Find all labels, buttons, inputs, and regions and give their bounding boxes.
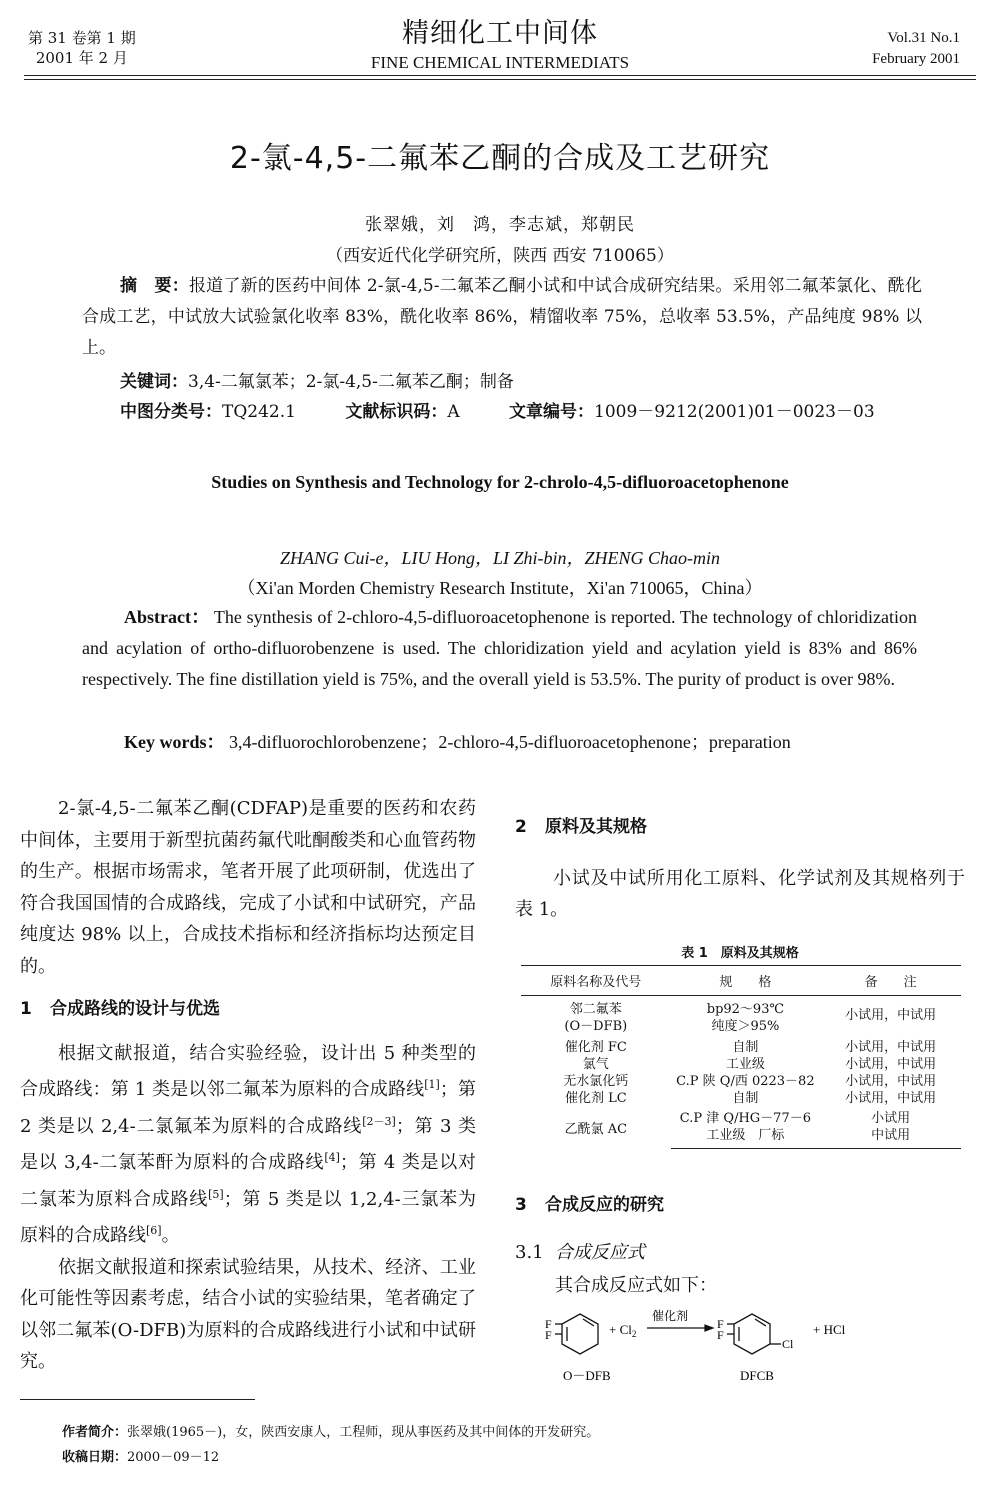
routes-text-3: ；第 3 类是以 3,4-二氯苯酐为原料的合成路线 [20,1115,476,1173]
routes-text-6: 。 [161,1225,180,1246]
footnote [62,1420,599,1470]
citation-5[interactable]: [5] [208,1187,224,1201]
table-cell: 催化剂 LC [564,1091,627,1106]
authors-en: ZHANG Cui-e，LIU Hong，LI Zhi-bin，ZHENG Chao-min [279,548,721,568]
keywords-en-text: 3,4-difluorochlorobenzene；2-chloro-4,5-difluoroacetophenone；preparation [229,732,791,752]
section-3-block [515,1191,965,1267]
date-cn: 2001 年 2 月 [35,49,128,67]
plus-hcl: + HCl [813,1322,846,1337]
date-en: February 2001 [872,51,960,67]
journal-name-en: FINE CHEMICAL INTERMEDIATS [370,53,630,72]
abstract-cn [82,271,922,364]
decision-paragraph: 依据文献报道和探索试验结果，从技术、经济、工业化可能性等因素考虑，结合小试的实验结果，笔者确定了以邻二氟苯(O-DFB)为原料的合成路线进行小试和中试研究。 [20,1256,476,1372]
issue-info-en [872,28,960,70]
plus-chlorine-text: + Cl [609,1322,632,1337]
reaction-arrow [647,1325,713,1331]
section-2-heading [515,812,965,843]
table-row [521,996,961,1019]
routes-text-4: ；第 4 类是以对二氯苯为原料合成路线 [20,1152,476,1210]
fluorine-label: F [717,1317,724,1331]
table-cell: 自制 [732,1091,759,1106]
abstract-cn-label: 摘 要： [120,276,189,296]
reaction-scheme [545,1300,925,1385]
table-cell: 氯气 [582,1057,609,1072]
table-row [521,1056,961,1073]
table-cell: 小试用，中试用 [845,1074,937,1089]
catalyst-label: 催化剂 [652,1309,689,1323]
article-number-label: 文章编号： [509,402,595,422]
abstract-en-text: The synthesis of 2-chloro-4,5-difluoroacetophenone is reported. The technology of chloridization and acylation of ortho-difluorobenzene is used. The chloridization yield and acylation yield is 83% and 86% respectively. The fine distillation yield is 75%, and the overall yield is 53.5%. The purity of product is over 98%. [82,607,917,689]
header-rule-thin [24,79,976,80]
author-bio [62,1420,599,1445]
header-rule [24,75,976,76]
section-3-1-heading [515,1239,965,1267]
abstract-en-label: Abstract： [124,607,210,627]
table-row [521,1090,961,1107]
citation-2-3[interactable]: [2－3] [362,1114,396,1128]
table-cell: C.P 津 Q/HG－77－6 [679,1111,811,1126]
reactant-name: O－DFB [563,1368,611,1383]
journal-name-cn: 精细化工中间体 [402,18,598,49]
body-left-column [20,793,476,1378]
table-cell: (O－DFB) [564,1019,628,1034]
routes-text-1: 根据文献报道，结合实验经验，设计出 5 种类型的合成路线：第 1 类是以邻二氟苯为原料的合成路线 [20,1042,476,1100]
materials-table [521,965,961,1149]
keywords-cn-label: 关键词： [120,372,188,392]
reaction-intro: 其合成反应式如下： [555,1275,717,1296]
plus-chlorine [609,1322,636,1339]
issue-info-cn [28,28,136,68]
section-3-1-title: 合成反应式 [555,1242,645,1263]
table-cell: C.P 陕 Q/西 0223－82 [676,1074,815,1089]
table-caption: 表 1 原料及其规格 [681,946,799,961]
doc-code-value: A [447,402,460,422]
routes-paragraph [20,1038,476,1252]
section-1-number: 1 [20,999,32,1019]
citation-4[interactable]: [4] [324,1151,340,1164]
received-date-label: 收稿日期： [62,1450,128,1465]
table-header-name: 原料名称及代号 [521,966,671,996]
fluorine-label: F [545,1317,552,1331]
table-cell: bp92～93℃ [706,1002,785,1017]
doc-code-label: 文献标识码： [345,402,448,422]
footnote-rule [20,1399,255,1400]
section-2-title: 原料及其规格 [545,817,647,837]
section-1-title: 合成路线的设计与优选 [50,999,220,1019]
routes-text-5: ；第 5 类是以 1,2,4-三氯苯为原料的合成路线 [20,1188,476,1246]
section-2-number: 2 [515,817,527,837]
section-3-title: 合成反应的研究 [545,1195,664,1215]
section-1-heading [20,994,476,1026]
table-cell: 工业级 厂标 [671,1127,821,1149]
fluorine-label: F [717,1328,724,1342]
table-row [521,1073,961,1090]
table-cell: 小试用，中试用 [845,1091,937,1106]
table-header-row [521,966,961,996]
routes-text-2: ；第 2 类是以 2,4-二氯氟苯为原料的合成路线 [20,1079,476,1137]
chlorine-label: Cl [782,1337,794,1351]
paper-title-en: Studies on Synthesis and Technology for 2-chrolo-4,5-difluoroacetophenone [211,472,789,492]
affiliation-cn: （西安近代化学研究所，陕西 西安 710065） [326,246,674,266]
abstract-cn-text: 报道了新的医药中间体 2-氯-4,5-二氟苯乙酮小试和中试合成研究结果。采用邻二氟苯氯化、酰化合成工艺，中试放大试验氯化收率 83%，酰化收率 86%，精馏收率 75%，总收率 53.5%，产品纯度 98% 以上。 [82,276,922,358]
table-cell: 小试用，中试用 [845,1040,937,1055]
intro-paragraph: 2-氯-4,5-二氟苯乙酮(CDFAP)是重要的医药和农药中间体，主要用于新型抗菌药氟代吡酮酸类和心血管药物的生产。根据市场需求，笔者开展了此项研制，优选出了符合我国国情的合成路线，完成了小试和中试研究，产品纯度达 98% 以上，合成技术指标和经济指标均达预定目的。 [20,798,476,977]
author-bio-text: 张翠娥(1965－)，女，陕西安康人，工程师，现从事医药及其中间体的开发研究。 [127,1425,600,1440]
table-cell: 小试用，中试用 [845,1057,937,1072]
table-cell: 中试用 [820,1127,961,1149]
fluorine-label: F [545,1328,552,1342]
table-cell: 小试用 [871,1111,911,1126]
received-date-text: 2000－09－12 [127,1450,220,1465]
table-cell: 工业级 [725,1057,765,1072]
article-number-value: 1009－9212(2001)01－0023－03 [594,402,875,422]
paper-title-cn: 2-氯-4,5-二氟苯乙酮的合成及工艺研究 [229,141,771,176]
table-cell: 催化剂 FC [564,1040,627,1055]
authors-cn: 张翠娥，刘 鸿，李志斌，郑朝民 [365,215,635,235]
product-structure [727,1314,781,1354]
received-date [62,1445,599,1470]
section-3-1-number: 3.1 [515,1242,544,1263]
abstract-en [82,602,917,695]
affiliation-en: （Xi'an Morden Chemistry Research Institute，Xi'an 710065，China） [237,578,763,598]
clc-value: TQ242.1 [222,402,296,422]
table-cell: 乙酰氯 AC [564,1121,628,1137]
table-cell: 小试用，中试用 [845,1008,937,1023]
chlorine-subscript: 2 [631,1329,637,1339]
table-cell: 自制 [732,1040,759,1055]
volume-en: Vol.31 No.1 [887,30,960,46]
table-cell: 纯度＞95% [711,1019,780,1034]
table-cell: 邻二氟苯 [569,1002,622,1017]
keywords-cn-text: 3,4-二氟氯苯；2-氯-4,5-二氟苯乙酮；制备 [188,372,514,392]
journal-title [300,18,700,74]
product-name: DFCB [740,1368,774,1383]
author-bio-label: 作者简介： [62,1425,128,1440]
classification-line [120,397,920,427]
reactant-structure [555,1314,598,1354]
citation-1[interactable]: [1] [424,1078,440,1091]
volume-cn: 第 31 卷第 1 期 [28,29,136,47]
table-row [521,1107,961,1127]
table-header-spec: 规 格 [671,966,821,996]
section-3-heading [515,1191,965,1219]
section-3-number: 3 [515,1195,527,1215]
body-right-column [515,812,965,925]
keywords-cn [120,367,920,397]
table-cell: 无水氯化钙 [563,1074,629,1089]
section-2-text: 小试及中试所用化工原料、化学试剂及其规格列于表 1。 [515,868,965,920]
keywords-en [124,727,924,758]
keywords-en-label: Key words： [124,732,225,752]
clc-label: 中图分类号： [120,402,222,422]
table-row [521,1035,961,1056]
citation-6[interactable]: [6] [146,1224,162,1237]
table-header-note: 备 注 [820,966,961,996]
